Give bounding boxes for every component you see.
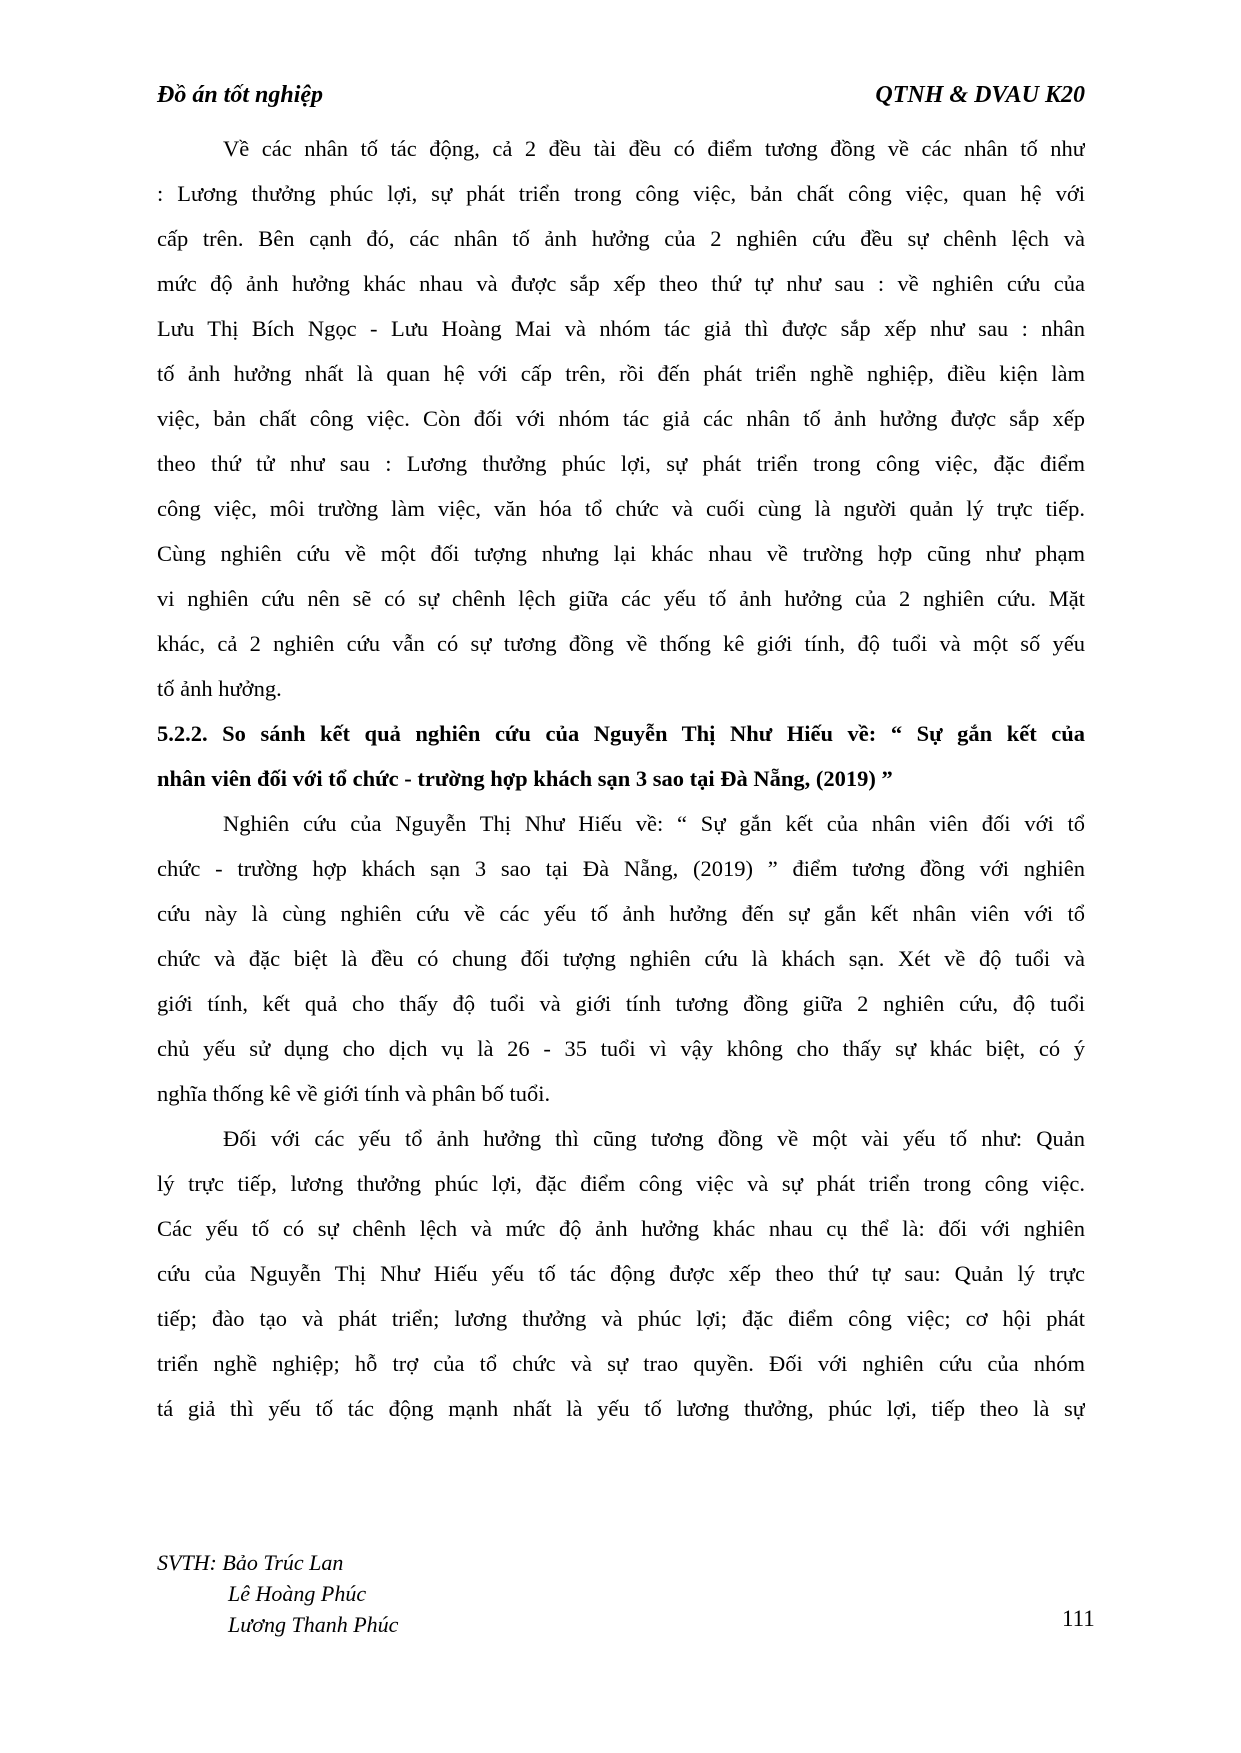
text-line: triển nghề nghiệp; hỗ trợ của tổ chức và sự trao quyền. Đối với nghiên cứu của nhóm bbox=[157, 1351, 1085, 1376]
text-line: Đối với các yếu tổ ảnh hưởng thì cũng tương đồng về một vài yếu tố như: Quản bbox=[223, 1126, 1085, 1151]
text-line: chức - trường hợp khách sạn 3 sao tại Đà Nẵng, (2019) ” điểm tương đồng với nghiên bbox=[157, 856, 1085, 881]
paragraph bbox=[157, 126, 1085, 711]
page-number: 111 bbox=[1062, 1606, 1095, 1631]
text-line: Các yếu tố có sự chênh lệch và mức độ ảnh hưởng khác nhau cụ thể là: đối với nghiên bbox=[157, 1216, 1085, 1241]
text-line: Nghiên cứu của Nguyễn Thị Như Hiếu về: “ Sự gắn kết của nhân viên đối với tổ bbox=[223, 811, 1085, 836]
text-line: Về các nhân tố tác động, cả 2 đều tài đều có điểm tương đồng về các nhân tố như bbox=[223, 136, 1085, 161]
text-line: Cùng nghiên cứu về một đối tượng nhưng lại khác nhau về trường hợp cũng như phạm bbox=[157, 541, 1085, 566]
text-line: cấp trên. Bên cạnh đó, các nhân tố ảnh hưởng của 2 nghiên cứu đều sự chênh lệch và bbox=[157, 226, 1085, 251]
text-line: tố ảnh hưởng. bbox=[157, 676, 282, 701]
footer-author-line: Lê Hoàng Phúc bbox=[228, 1581, 367, 1606]
paragraph bbox=[157, 1116, 1085, 1431]
text-line: cứu của Nguyễn Thị Như Hiếu yếu tố tác động được xếp theo thứ tự sau: Quản lý trực bbox=[157, 1261, 1085, 1286]
text-line: việc, bản chất công việc. Còn đối với nhóm tác giả các nhân tố ảnh hưởng được sắp xếp bbox=[157, 406, 1085, 431]
text-line: nhân viên đối với tổ chức - trường hợp khách sạn 3 sao tại Đà Nẵng, (2019) ” bbox=[157, 766, 893, 791]
section-heading bbox=[157, 711, 1085, 801]
text-line: theo thứ tử như sau : Lương thưởng phúc lợi, sự phát triển trong công việc, đặc điểm bbox=[157, 451, 1085, 476]
text-line: vi nghiên cứu nên sẽ có sự chênh lệch giữa các yếu tố ảnh hưởng của 2 nghiên cứu. Mặt bbox=[157, 586, 1085, 611]
text-line: cứu này là cùng nghiên cứu về các yếu tố ảnh hưởng đến sự gắn kết nhân viên với tổ bbox=[157, 901, 1085, 926]
text-line: khác, cả 2 nghiên cứu vẫn có sự tương đồng về thống kê giới tính, độ tuổi và một số yếu bbox=[157, 631, 1085, 656]
text-line: mức độ ảnh hưởng khác nhau và được sắp xếp theo thứ tự như sau : về nghiên cứu của bbox=[157, 271, 1085, 296]
paragraph bbox=[157, 801, 1085, 1116]
footer-authors bbox=[157, 1547, 398, 1640]
text-line: chủ yếu sử dụng cho dịch vụ là 26 - 35 tuổi vì vậy không cho thấy sự khác biệt, có ý bbox=[157, 1036, 1085, 1061]
text-line: lý trực tiếp, lương thưởng phúc lợi, đặc điểm công việc và sự phát triển trong công việc. bbox=[157, 1171, 1085, 1196]
text-line: nghĩa thống kê về giới tính và phân bố tuổi. bbox=[157, 1081, 551, 1106]
footer-author-line: Lương Thanh Phúc bbox=[228, 1612, 399, 1637]
page-header bbox=[157, 82, 1085, 109]
text-line: giới tính, kết quả cho thấy độ tuổi và giới tính tương đồng giữa 2 nghiên cứu, độ tuổi bbox=[157, 991, 1085, 1016]
text-line: : Lương thưởng phúc lợi, sự phát triển trong công việc, bản chất công việc, quan hệ với bbox=[157, 181, 1085, 206]
footer-svth-line: SVTH: Bảo Trúc Lan bbox=[157, 1550, 344, 1575]
text-line: chức và đặc biệt là đều có chung đối tượng nghiên cứu là khách sạn. Xét về độ tuổi và bbox=[157, 946, 1085, 971]
document-body bbox=[157, 126, 1085, 1431]
text-line: công việc, môi trường làm việc, văn hóa tổ chức và cuối cùng là người quản lý trực tiếp. bbox=[157, 496, 1085, 521]
text-line: tiếp; đào tạo và phát triển; lương thưởng và phúc lợi; đặc điểm công việc; cơ hội phát bbox=[157, 1306, 1085, 1331]
text-line: Lưu Thị Bích Ngọc - Lưu Hoàng Mai và nhóm tác giả thì được sắp xếp như sau : nhân bbox=[157, 316, 1085, 341]
text-line: 5.2.2. So sánh kết quả nghiên cứu của Nguyễn Thị Như Hiếu về: “ Sự gắn kết của bbox=[157, 721, 1085, 746]
text-line: tá giả thì yếu tố tác động mạnh nhất là yếu tố lương thưởng, phúc lợi, tiếp theo là sự bbox=[157, 1396, 1085, 1421]
header-document-title: Đồ án tốt nghiệp bbox=[157, 82, 324, 108]
text-line: tố ảnh hưởng nhất là quan hệ với cấp trên, rồi đến phát triển nghề nghiệp, điều kiện làm bbox=[157, 361, 1085, 386]
header-course-code: QTNH & DVAU K20 bbox=[875, 82, 1085, 108]
